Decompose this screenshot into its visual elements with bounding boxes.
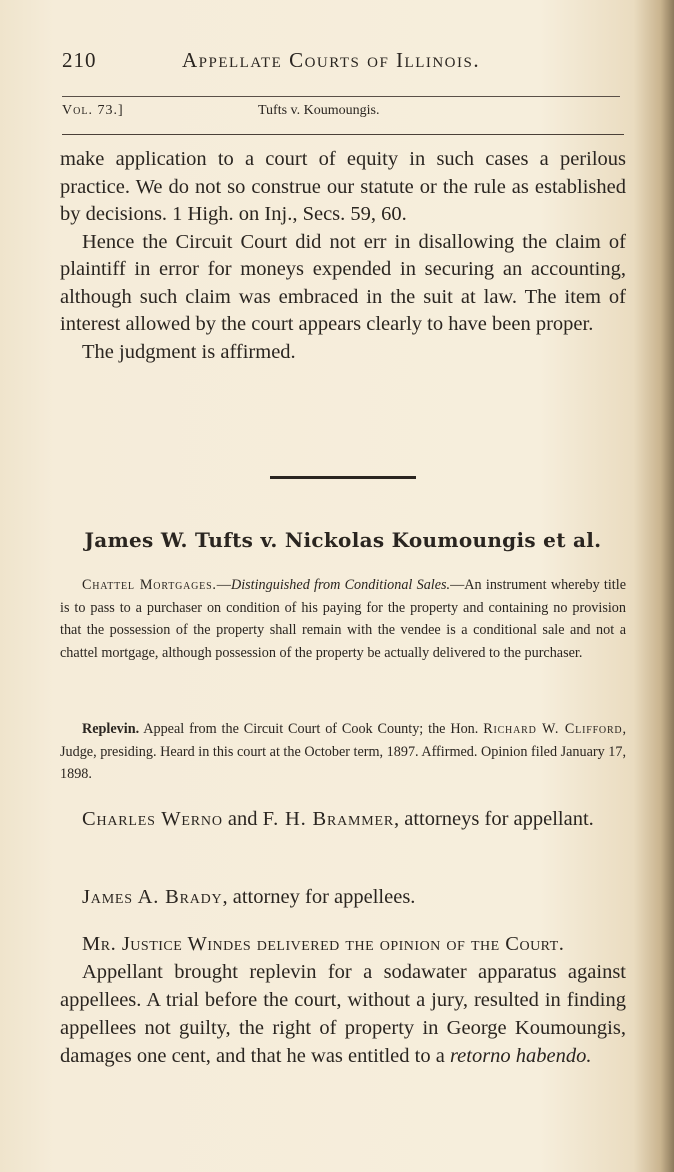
- attorney-role: , attorneys for appellant.: [393, 808, 594, 830]
- attorney-role: , attorney for appellees.: [222, 886, 416, 908]
- headnote: [60, 574, 626, 664]
- procedural-text: Appeal from the Circuit Court of Cook County; the Hon.: [139, 721, 484, 737]
- opinion-delivered-by: Mr. Justice Windes delivered the opinion of the Court.: [82, 933, 565, 955]
- volume-label: Vol. 73.]: [62, 103, 124, 118]
- headnote-text: —An instrument whereby title is to pass to a purchaser on condition of his paying for the property and containing no provision that the possession of the property shall remain with the vendee is a conditional sale and not a chattel mortgage, although possession of the property be actually delivered to the purchaser.: [60, 577, 626, 661]
- case-short-title: Tufts v. Koumoungis.: [258, 103, 380, 118]
- sub-header-rule: [62, 134, 624, 135]
- headnote-subtopic: Distinguished from Conditional Sales.: [230, 577, 451, 593]
- paragraph: Hence the Circuit Court did not err in disallowing the claim of plaintiff in error for moneys expended in securing an accounting, although such claim was embraced in the suit at law. The item of interest allowed by the court appears clearly to have been proper.: [60, 230, 626, 335]
- action-label: Replevin.: [82, 721, 140, 737]
- latin-phrase: retorno habendo.: [449, 1045, 592, 1067]
- running-title: Appellate Courts of Illinois.: [182, 48, 481, 72]
- headnote-dash: —: [216, 577, 231, 593]
- previous-opinion-text: [60, 146, 626, 366]
- appellee-counsel: [60, 883, 626, 911]
- case-title: James W. Tufts v. Nickolas Koumoungis et al.: [84, 528, 602, 552]
- page-number: 210: [62, 48, 97, 72]
- appellant-counsel: [60, 805, 626, 833]
- opinion-text: Appellant brought replevin for a sodawater apparatus against appellees. A trial before the court, without a jury, resulted in finding appellees not guilty, the right of property in George Koumoungis, damages one cent, and that he was entitled to a: [60, 961, 626, 1067]
- conjunction: and: [222, 808, 263, 830]
- paragraph: The judgment is affirmed.: [82, 340, 296, 363]
- opinion: [60, 930, 626, 1070]
- headnote-topic: Chattel Mortgages.: [82, 577, 217, 593]
- procedural-text-end: , Judge, presiding. Heard in this court at the October term, 1897. Affirmed. Opinion filed January 17, 1898.: [60, 721, 626, 783]
- procedural-history: [60, 718, 626, 786]
- opinion-paragraph: [60, 958, 626, 1070]
- header-rule: [62, 96, 620, 97]
- judge-name: Richard W. Clifford: [483, 721, 623, 737]
- section-separator: [270, 476, 416, 479]
- attorney-name: F. H. Brammer: [262, 808, 394, 830]
- attorney-name: James A. Brady: [82, 886, 223, 908]
- paragraph: make application to a court of equity in such cases a perilous practice. We do not so construe our statute or the rule as established by decisions. 1 High. on Inj., Secs. 59, 60.: [60, 148, 626, 225]
- attorney-name: Charles Werno: [82, 808, 223, 830]
